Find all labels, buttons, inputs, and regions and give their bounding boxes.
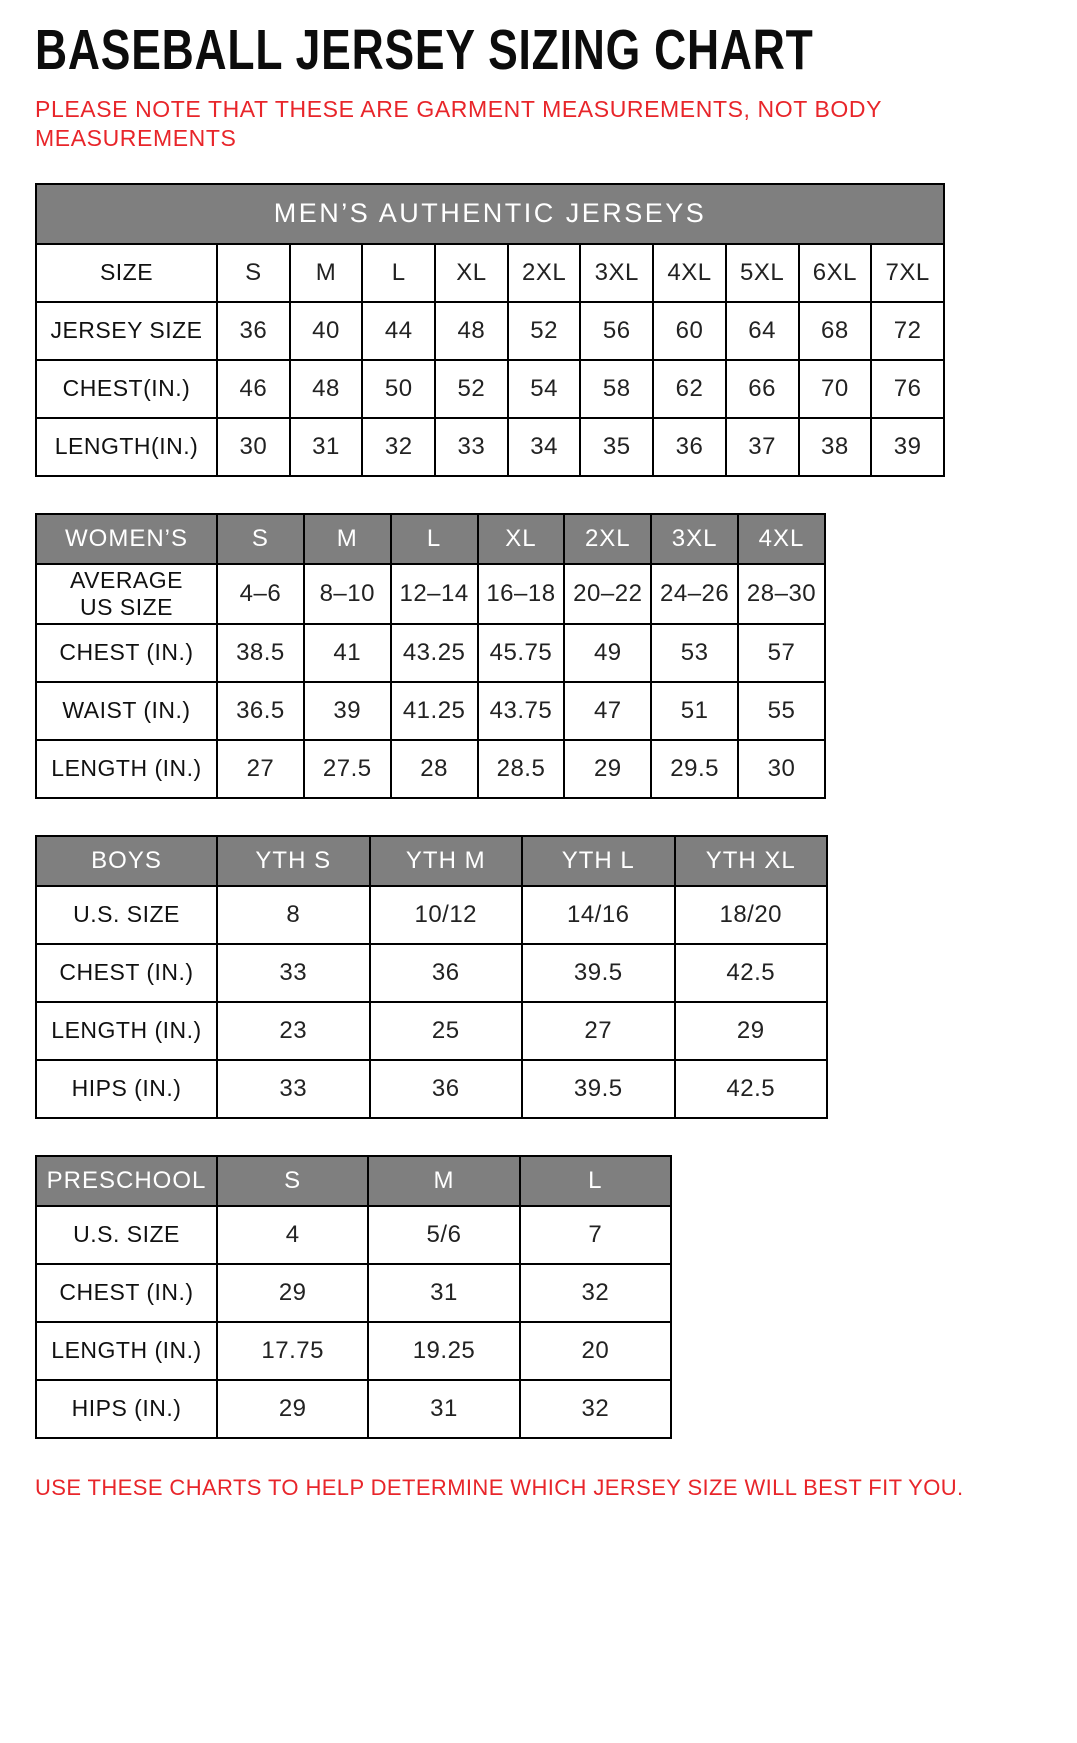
- row-label: CHEST(IN.): [36, 360, 217, 418]
- size-value-cell: 4: [217, 1206, 368, 1264]
- table-row: [36, 886, 827, 944]
- womens-size-header: 3XL: [651, 514, 738, 564]
- size-value-cell: 29: [217, 1264, 368, 1322]
- table-row: [36, 244, 944, 302]
- row-label: U.S. SIZE: [36, 1206, 217, 1264]
- size-value-cell: 42.5: [675, 944, 828, 1002]
- size-value-cell: 20: [520, 1322, 671, 1380]
- size-value-cell: 39.5: [522, 1060, 675, 1118]
- size-value-cell: 39: [304, 682, 391, 740]
- boys-size-header: YTH L: [522, 836, 675, 886]
- size-value-cell: 54: [508, 360, 581, 418]
- boys-size-header: YTH S: [217, 836, 370, 886]
- size-value-cell: 36.5: [217, 682, 304, 740]
- size-value-cell: 8–10: [304, 564, 391, 624]
- preschool-size-header: L: [520, 1156, 671, 1206]
- womens-size-header: S: [217, 514, 304, 564]
- size-value-cell: 68: [799, 302, 872, 360]
- size-value-cell: 12–14: [391, 564, 478, 624]
- size-value-cell: 34: [508, 418, 581, 476]
- size-value-cell: 27.5: [304, 740, 391, 798]
- size-value-cell: 49: [564, 624, 651, 682]
- size-value-cell: 32: [520, 1380, 671, 1438]
- size-value-cell: 19.25: [368, 1322, 519, 1380]
- size-value-cell: 42.5: [675, 1060, 828, 1118]
- size-value-cell: 24–26: [651, 564, 738, 624]
- size-value-cell: 5/6: [368, 1206, 519, 1264]
- womens-size-header: M: [304, 514, 391, 564]
- size-value-cell: 52: [508, 302, 581, 360]
- size-value-cell: 29.5: [651, 740, 738, 798]
- mens-sizing-table: [35, 183, 945, 477]
- table-row: [36, 360, 944, 418]
- table-row: [36, 1322, 671, 1380]
- size-value-cell: 46: [217, 360, 290, 418]
- size-value-cell: 48: [435, 302, 508, 360]
- size-value-cell: 64: [726, 302, 799, 360]
- row-label: AVERAGE US SIZE: [36, 564, 217, 624]
- table-row: [36, 682, 825, 740]
- size-value-cell: 60: [653, 302, 726, 360]
- size-value-cell: 29: [675, 1002, 828, 1060]
- row-label: LENGTH(IN.): [36, 418, 217, 476]
- size-value-cell: M: [290, 244, 363, 302]
- table-row: [36, 1002, 827, 1060]
- size-value-cell: 10/12: [370, 886, 523, 944]
- size-value-cell: 62: [653, 360, 726, 418]
- size-value-cell: 31: [368, 1264, 519, 1322]
- table-row: [36, 740, 825, 798]
- size-value-cell: 36: [370, 944, 523, 1002]
- size-value-cell: L: [362, 244, 435, 302]
- size-value-cell: 33: [435, 418, 508, 476]
- size-value-cell: 7: [520, 1206, 671, 1264]
- size-value-cell: 66: [726, 360, 799, 418]
- table-row: [36, 1380, 671, 1438]
- size-value-cell: 57: [738, 624, 825, 682]
- preschool-size-header: S: [217, 1156, 368, 1206]
- size-value-cell: 28–30: [738, 564, 825, 624]
- row-label: CHEST (IN.): [36, 1264, 217, 1322]
- row-label: LENGTH (IN.): [36, 1002, 217, 1060]
- size-value-cell: 58: [580, 360, 653, 418]
- boys-size-header: YTH XL: [675, 836, 828, 886]
- size-value-cell: 37: [726, 418, 799, 476]
- preschool-size-header: M: [368, 1156, 519, 1206]
- table-row: [36, 418, 944, 476]
- row-label: HIPS (IN.): [36, 1380, 217, 1438]
- size-value-cell: 35: [580, 418, 653, 476]
- size-value-cell: 4–6: [217, 564, 304, 624]
- preschool-sizing-table: [35, 1155, 672, 1439]
- size-value-cell: 51: [651, 682, 738, 740]
- size-value-cell: 70: [799, 360, 872, 418]
- size-value-cell: 27: [522, 1002, 675, 1060]
- size-value-cell: 17.75: [217, 1322, 368, 1380]
- womens-size-header: 2XL: [564, 514, 651, 564]
- boys-sizing-table: [35, 835, 828, 1119]
- row-label: U.S. SIZE: [36, 886, 217, 944]
- size-value-cell: 47: [564, 682, 651, 740]
- size-value-cell: 41: [304, 624, 391, 682]
- preschool-table-title: PRESCHOOL: [36, 1156, 217, 1206]
- size-value-cell: 39: [871, 418, 944, 476]
- size-value-cell: 72: [871, 302, 944, 360]
- size-value-cell: 38.5: [217, 624, 304, 682]
- size-value-cell: 16–18: [478, 564, 565, 624]
- womens-size-header: XL: [478, 514, 565, 564]
- size-value-cell: S: [217, 244, 290, 302]
- size-value-cell: 41.25: [391, 682, 478, 740]
- size-value-cell: 55: [738, 682, 825, 740]
- womens-table-title: WOMEN’S: [36, 514, 217, 564]
- table-row: [36, 564, 825, 624]
- row-label: SIZE: [36, 244, 217, 302]
- boys-table-title: BOYS: [36, 836, 217, 886]
- size-value-cell: 56: [580, 302, 653, 360]
- size-value-cell: 18/20: [675, 886, 828, 944]
- table-row: [36, 302, 944, 360]
- size-value-cell: 31: [368, 1380, 519, 1438]
- womens-size-header: L: [391, 514, 478, 564]
- table-row: [36, 1206, 671, 1264]
- size-value-cell: 36: [653, 418, 726, 476]
- size-value-cell: 8: [217, 886, 370, 944]
- size-value-cell: XL: [435, 244, 508, 302]
- size-value-cell: 27: [217, 740, 304, 798]
- size-value-cell: 28: [391, 740, 478, 798]
- page-title: BASEBALL JERSEY SIZING CHART: [35, 18, 814, 82]
- size-value-cell: 7XL: [871, 244, 944, 302]
- size-value-cell: 76: [871, 360, 944, 418]
- size-value-cell: 30: [217, 418, 290, 476]
- row-label: LENGTH (IN.): [36, 740, 217, 798]
- row-label: LENGTH (IN.): [36, 1322, 217, 1380]
- size-value-cell: 2XL: [508, 244, 581, 302]
- size-value-cell: 32: [520, 1264, 671, 1322]
- womens-sizing-table: [35, 513, 826, 799]
- size-value-cell: 33: [217, 944, 370, 1002]
- size-value-cell: 31: [290, 418, 363, 476]
- row-label: CHEST (IN.): [36, 624, 217, 682]
- table-row: [36, 944, 827, 1002]
- size-value-cell: 5XL: [726, 244, 799, 302]
- size-value-cell: 4XL: [653, 244, 726, 302]
- size-value-cell: 48: [290, 360, 363, 418]
- size-value-cell: 40: [290, 302, 363, 360]
- size-value-cell: 30: [738, 740, 825, 798]
- table-row: [36, 1060, 827, 1118]
- table-row: [36, 624, 825, 682]
- size-value-cell: 45.75: [478, 624, 565, 682]
- row-label: CHEST (IN.): [36, 944, 217, 1002]
- size-value-cell: 33: [217, 1060, 370, 1118]
- fit-advice-note: USE THESE CHARTS TO HELP DETERMINE WHICH JERSEY SIZE WILL BEST FIT YOU.: [35, 1474, 964, 1500]
- size-value-cell: 43.25: [391, 624, 478, 682]
- table-row: [36, 1264, 671, 1322]
- size-value-cell: 44: [362, 302, 435, 360]
- size-value-cell: 28.5: [478, 740, 565, 798]
- size-value-cell: 52: [435, 360, 508, 418]
- size-value-cell: 29: [217, 1380, 368, 1438]
- size-value-cell: 36: [217, 302, 290, 360]
- size-value-cell: 6XL: [799, 244, 872, 302]
- size-value-cell: 53: [651, 624, 738, 682]
- size-value-cell: 3XL: [580, 244, 653, 302]
- size-value-cell: 25: [370, 1002, 523, 1060]
- size-value-cell: 38: [799, 418, 872, 476]
- row-label: JERSEY SIZE: [36, 302, 217, 360]
- size-value-cell: 43.75: [478, 682, 565, 740]
- row-label: HIPS (IN.): [36, 1060, 217, 1118]
- boys-size-header: YTH M: [370, 836, 523, 886]
- size-value-cell: 36: [370, 1060, 523, 1118]
- size-value-cell: 39.5: [522, 944, 675, 1002]
- size-value-cell: 50: [362, 360, 435, 418]
- size-value-cell: 14/16: [522, 886, 675, 944]
- mens-table-banner: MEN’S AUTHENTIC JERSEYS: [36, 184, 944, 244]
- size-value-cell: 20–22: [564, 564, 651, 624]
- womens-size-header: 4XL: [738, 514, 825, 564]
- size-value-cell: 32: [362, 418, 435, 476]
- size-value-cell: 23: [217, 1002, 370, 1060]
- size-value-cell: 29: [564, 740, 651, 798]
- row-label: WAIST (IN.): [36, 682, 217, 740]
- garment-measurement-note: PLEASE NOTE THAT THESE ARE GARMENT MEASUREMENTS, NOT BODY MEASUREMENTS: [35, 96, 882, 151]
